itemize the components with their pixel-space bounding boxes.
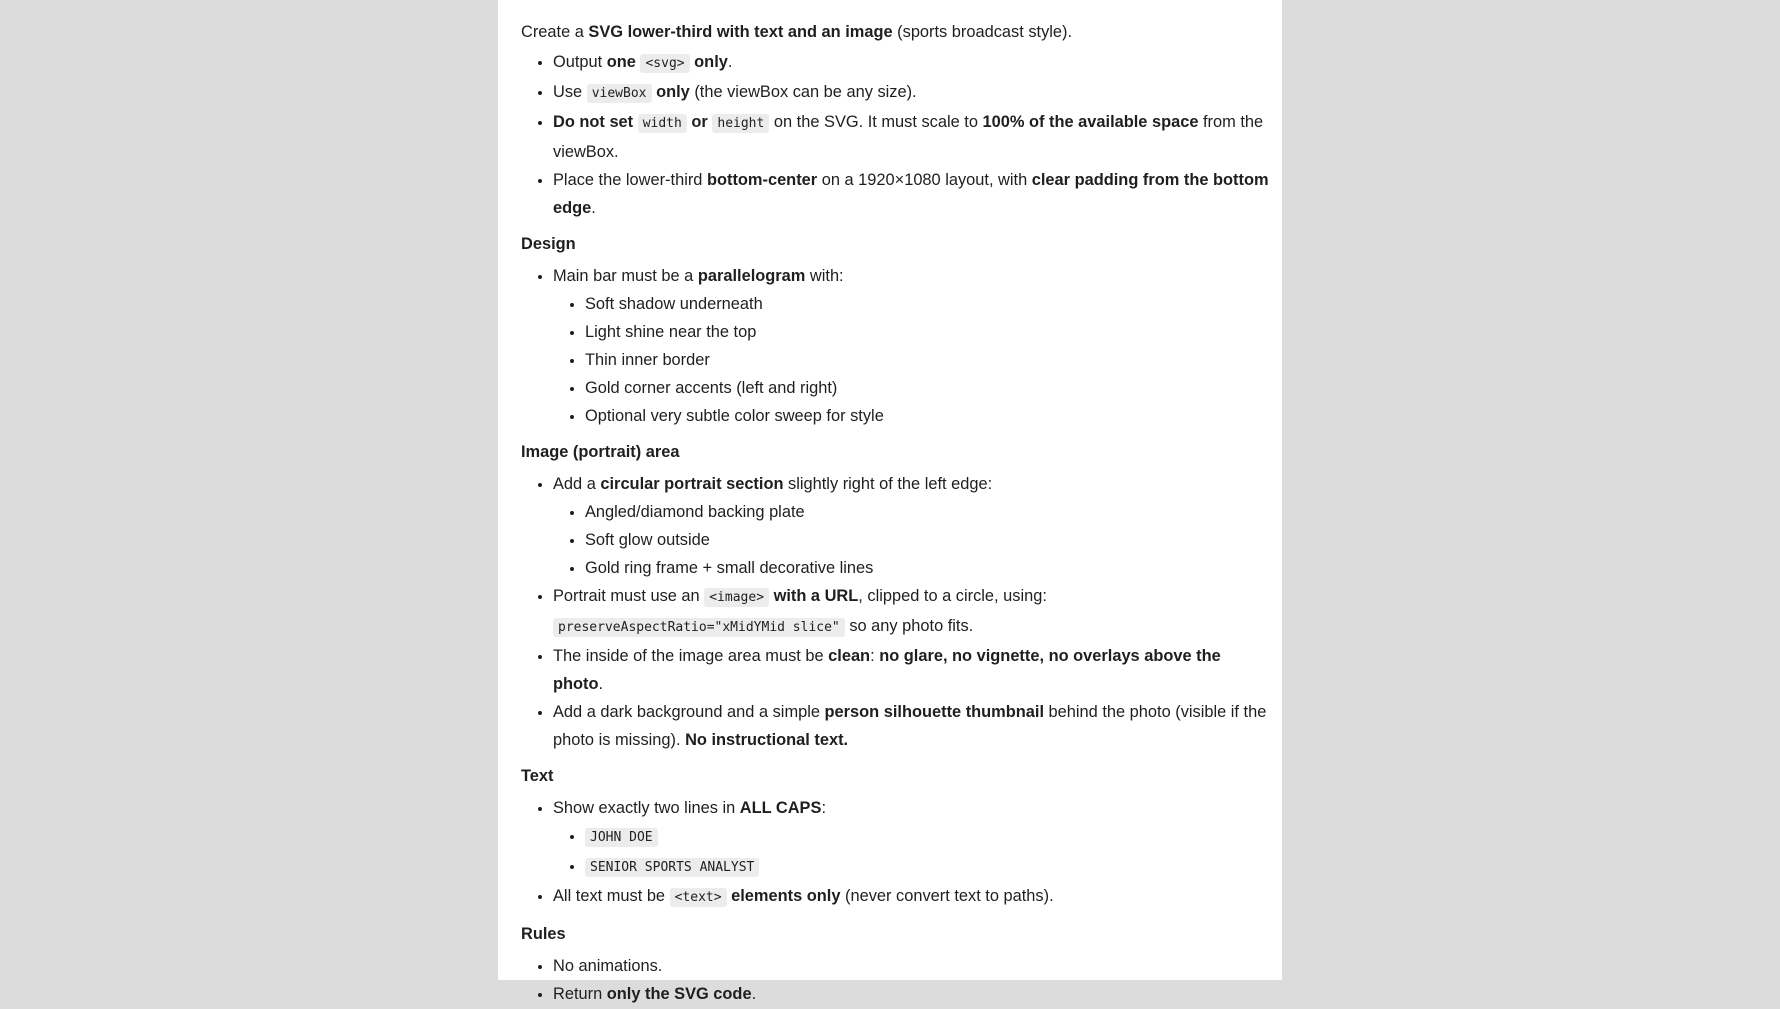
text: . — [591, 199, 596, 217]
text: . — [727, 53, 733, 71]
text: Return — [553, 985, 607, 1003]
bold-text: person silhouette thumbnail — [824, 703, 1044, 721]
sub-list-item — [585, 822, 1269, 852]
bold-text: no glare, no vignette, no overlays above the photo — [553, 647, 1221, 693]
bold-text: only — [694, 53, 728, 71]
text-list — [521, 794, 1269, 912]
text: so any photo fits. — [844, 617, 974, 635]
bold-text: clear padding from the bottom edge — [553, 171, 1269, 217]
list-item — [553, 882, 1269, 912]
text: All text must be — [553, 887, 670, 905]
bold-text: No instructional text. — [685, 731, 849, 749]
text: slightly right of the left edge: — [783, 475, 993, 493]
inline-code: <svg> — [640, 54, 689, 73]
text: , clipped to a circle, using: — [858, 587, 1047, 605]
bold-text: Do not set — [553, 113, 634, 131]
text: . — [751, 985, 757, 1003]
inline-code: JOHN DOE — [585, 828, 658, 847]
list-item: • No animations. — [553, 952, 1269, 980]
inline-code: preserveAspectRatio="xMidYMid slice" — [553, 618, 845, 637]
text: from the viewBox. — [553, 113, 1264, 161]
text: Add a dark background and a simple — [553, 703, 825, 721]
list-item — [553, 980, 1269, 1008]
bold-text: only the SVG code — [606, 985, 752, 1003]
text: Use — [553, 83, 587, 101]
sub-list-item: • Gold corner accents (left and right) — [585, 374, 1269, 402]
text: . — [598, 675, 604, 693]
list-item — [553, 48, 1269, 78]
sub-list-item: • Optional very subtle color sweep for style — [585, 402, 1269, 430]
list-item — [553, 698, 1269, 754]
bold-text: only — [656, 83, 690, 101]
text: : — [821, 799, 826, 817]
text: Output — [553, 53, 607, 71]
document-page — [498, 0, 1282, 1003]
image-sub-list — [553, 498, 1269, 582]
design-list — [521, 262, 1269, 430]
text: with: — [805, 267, 844, 285]
sub-list-item: • Thin inner border — [585, 346, 1269, 374]
text: The inside of the image area must be — [553, 647, 829, 665]
section-heading-rules: Rules — [521, 925, 566, 943]
text: Main bar must be a — [553, 267, 698, 285]
bold-text: 100% of the available space — [982, 113, 1199, 131]
bold-text: one — [606, 53, 636, 71]
inline-code: height — [712, 114, 769, 133]
text: Place the lower-third — [553, 171, 707, 189]
rules-list — [521, 952, 1269, 1008]
text: (the viewBox can be any size). — [689, 83, 917, 101]
list-item — [553, 78, 1269, 108]
list-item — [553, 582, 1269, 642]
inline-code: width — [638, 114, 687, 133]
list-item — [553, 108, 1269, 166]
bold-text: parallelogram — [697, 267, 806, 285]
text: Add a — [553, 475, 601, 493]
section-heading-design: Design — [521, 235, 576, 253]
prompt-content — [521, 18, 1269, 1008]
text: on the SVG. It must scale to — [769, 113, 983, 131]
inline-code: viewBox — [587, 84, 652, 103]
section-heading-image: Image (portrait) area — [521, 443, 680, 461]
bold-text: clean — [828, 647, 871, 665]
list-item — [553, 794, 1269, 882]
bold-text: circular portrait section — [600, 475, 784, 493]
text: Create a — [521, 23, 589, 41]
text: on a 1920×1080 layout, with — [817, 171, 1032, 189]
bold-text: bottom-center — [706, 171, 818, 189]
list-item — [553, 166, 1269, 222]
text: : — [870, 647, 880, 665]
text: (sports broadcast style). — [892, 23, 1073, 41]
text: Portrait must use an — [553, 587, 705, 605]
list-item — [553, 642, 1269, 698]
list-item — [553, 262, 1269, 430]
bold-text: ALL CAPS — [739, 799, 822, 817]
sub-list-item: • Angled/diamond backing plate — [585, 498, 1269, 526]
sub-list-item: • Soft shadow underneath — [585, 290, 1269, 318]
text: behind the photo (visible if the photo is missing). — [553, 703, 1267, 749]
inline-code: SENIOR SPORTS ANALYST — [585, 858, 759, 877]
inline-code: <image> — [704, 588, 769, 607]
bold-text: elements only — [731, 887, 841, 905]
requirements-list — [521, 48, 1269, 222]
bold-text: SVG lower-third with text and an image — [588, 23, 893, 41]
sub-list-item: • Light shine near the top — [585, 318, 1269, 346]
text: Show exactly two lines in — [553, 799, 740, 817]
intro-paragraph — [521, 18, 1269, 46]
text-sub-list — [553, 822, 1269, 882]
sub-list-item — [585, 852, 1269, 882]
section-heading-text: Text — [521, 767, 554, 785]
sub-list-item: • Soft glow outside — [585, 526, 1269, 554]
sub-list-item: • Gold ring frame + small decorative lines — [585, 554, 1269, 582]
bold-text: or — [691, 113, 708, 131]
text: (never convert text to paths). — [840, 887, 1054, 905]
design-sub-list — [553, 290, 1269, 430]
bold-text: with a URL — [773, 587, 859, 605]
inline-code: <text> — [670, 888, 727, 907]
image-list — [521, 470, 1269, 754]
list-item — [553, 470, 1269, 582]
